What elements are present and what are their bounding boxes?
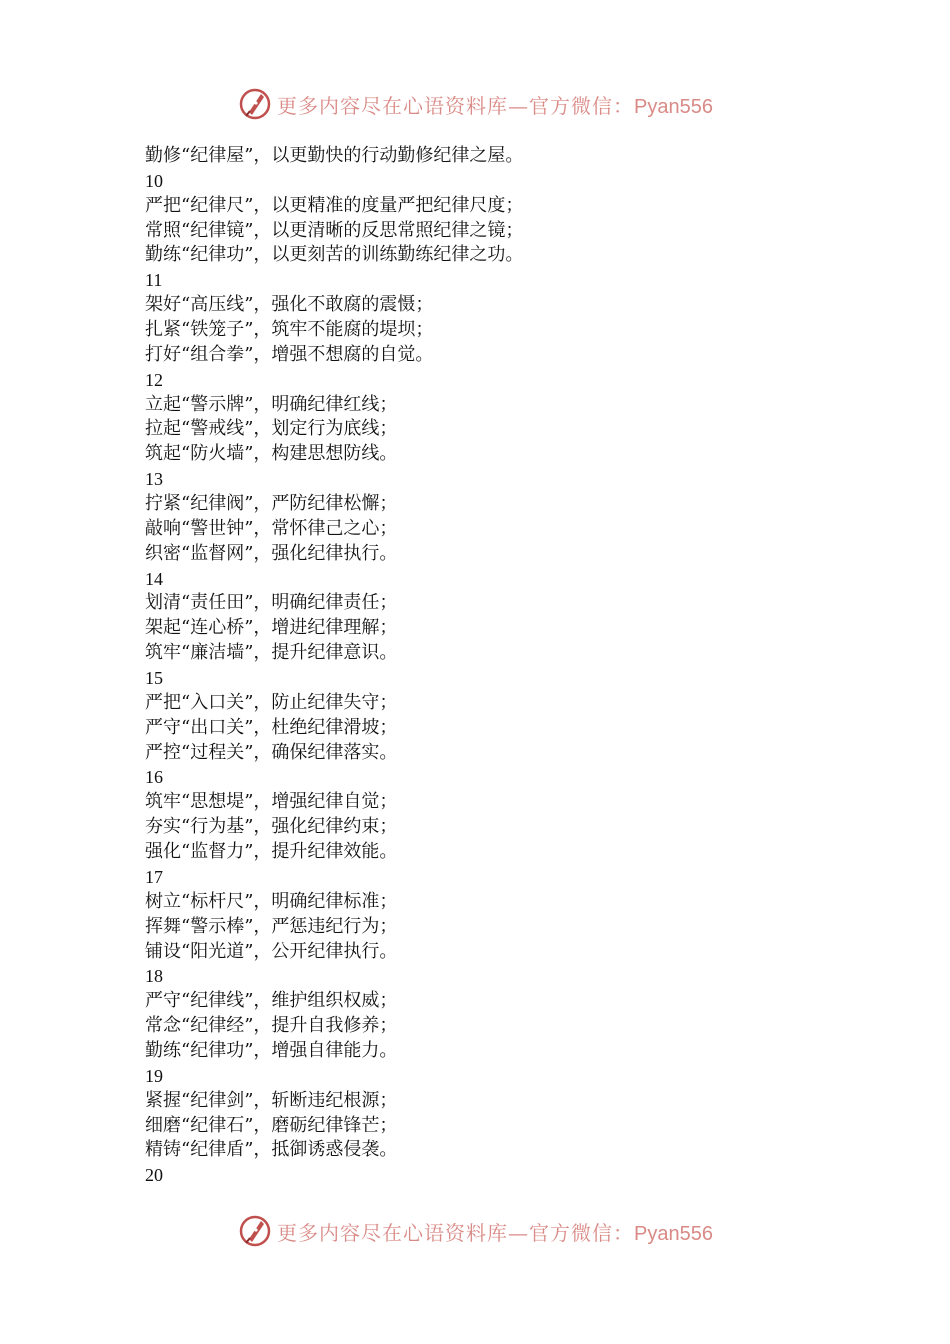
footer-wechat-id: Pyan556 [634, 1222, 713, 1245]
text-line: 强化“监督力”，提升纪律效能。 [145, 841, 398, 863]
section-number: 13 [145, 469, 163, 490]
text-line: 精铸“纪律盾”，抵御诱惑侵袭。 [145, 1139, 398, 1161]
header-banner [0, 84, 950, 124]
footer-banner-text: 更多内容尽在心语资料库—官方微信：Pyan556 [277, 1220, 713, 1245]
text-line: 常照“纪律镜”，以更清晰的反思常照纪律之镜； [145, 219, 524, 241]
section-number: 18 [145, 966, 163, 987]
text-line: 拉起“警戒线”，划定行为底线； [145, 418, 398, 440]
text-line: 筑起“防火墙”，构建思想防线。 [145, 443, 398, 465]
text-line: 立起“警示牌”，明确纪律红线； [145, 393, 398, 415]
text-line: 织密“监督网”，强化纪律执行。 [145, 542, 398, 564]
text-line: 敲响“警世钟”，常怀律己之心； [145, 517, 398, 539]
text-line: 勤修“纪律屋”，以更勤快的行动勤修纪律之屋。 [145, 145, 524, 166]
section-number: 15 [145, 668, 163, 689]
text-line: 严把“入口关”，防止纪律失守； [145, 691, 398, 713]
text-line: 紧握“纪律剑”，斩断违纪根源； [145, 1089, 398, 1111]
text-line: 扎紧“铁笼子”，筑牢不能腐的堤坝； [145, 319, 434, 341]
text-line: 拧紧“纪律阀”，严防纪律松懈； [145, 493, 398, 515]
section-number: 19 [145, 1065, 163, 1086]
text-line: 夯实“行为基”，强化纪律约束； [145, 816, 398, 838]
text-line: 严把“纪律尺”，以更精准的度量严把纪律尺度； [145, 194, 524, 216]
text-line: 挥舞“警示棒”，严惩违纪行为； [145, 915, 398, 937]
text-line: 筑牢“廉洁墙”，提升纪律意识。 [145, 642, 398, 664]
section-number: 12 [145, 369, 163, 390]
header-wechat-id: Pyan556 [634, 95, 713, 118]
text-line: 架起“连心桥”，增进纪律理解； [145, 617, 398, 639]
text-line: 细磨“纪律石”，磨砺纪律锋芒； [145, 1114, 398, 1136]
section-number: 14 [145, 568, 163, 589]
text-line: 严守“纪律线”，维护组织权威； [145, 990, 398, 1012]
text-line: 勤练“纪律功”，增强自律能力。 [145, 1039, 398, 1061]
section-number: 16 [145, 767, 163, 788]
text-line: 打好“组合拳”，增强不想腐的自觉。 [145, 343, 434, 365]
text-line: 树立“标杆尺”，明确纪律标准； [145, 890, 398, 912]
pen-nib-circle-icon [237, 1213, 273, 1249]
header-banner-text: 更多内容尽在心语资料库—官方微信：Pyan556 [277, 93, 713, 118]
text-line: 勤练“纪律功”，以更刻苦的训练勤练纪律之功。 [145, 244, 524, 266]
text-line: 铺设“阳光道”，公开纪律执行。 [145, 940, 398, 962]
text-line: 常念“纪律经”，提升自我修养； [145, 1015, 398, 1037]
text-line: 划清“责任田”，明确纪律责任； [145, 592, 398, 614]
section-number: 10 [145, 170, 163, 191]
text-line: 架好“高压线”，强化不敢腐的震慑； [145, 294, 434, 316]
section-number: 20 [145, 1165, 163, 1186]
text-line: 严守“出口关”，杜绝纪律滑坡； [145, 716, 398, 738]
text-line: 严控“过程关”，确保纪律落实。 [145, 741, 398, 763]
pen-nib-circle-icon [237, 86, 273, 122]
document-body [145, 144, 825, 1188]
section-number: 11 [145, 270, 163, 291]
footer-banner [0, 1211, 950, 1251]
text-line: 筑牢“思想堤”，增强纪律自觉； [145, 791, 398, 813]
section-number: 17 [145, 866, 163, 887]
